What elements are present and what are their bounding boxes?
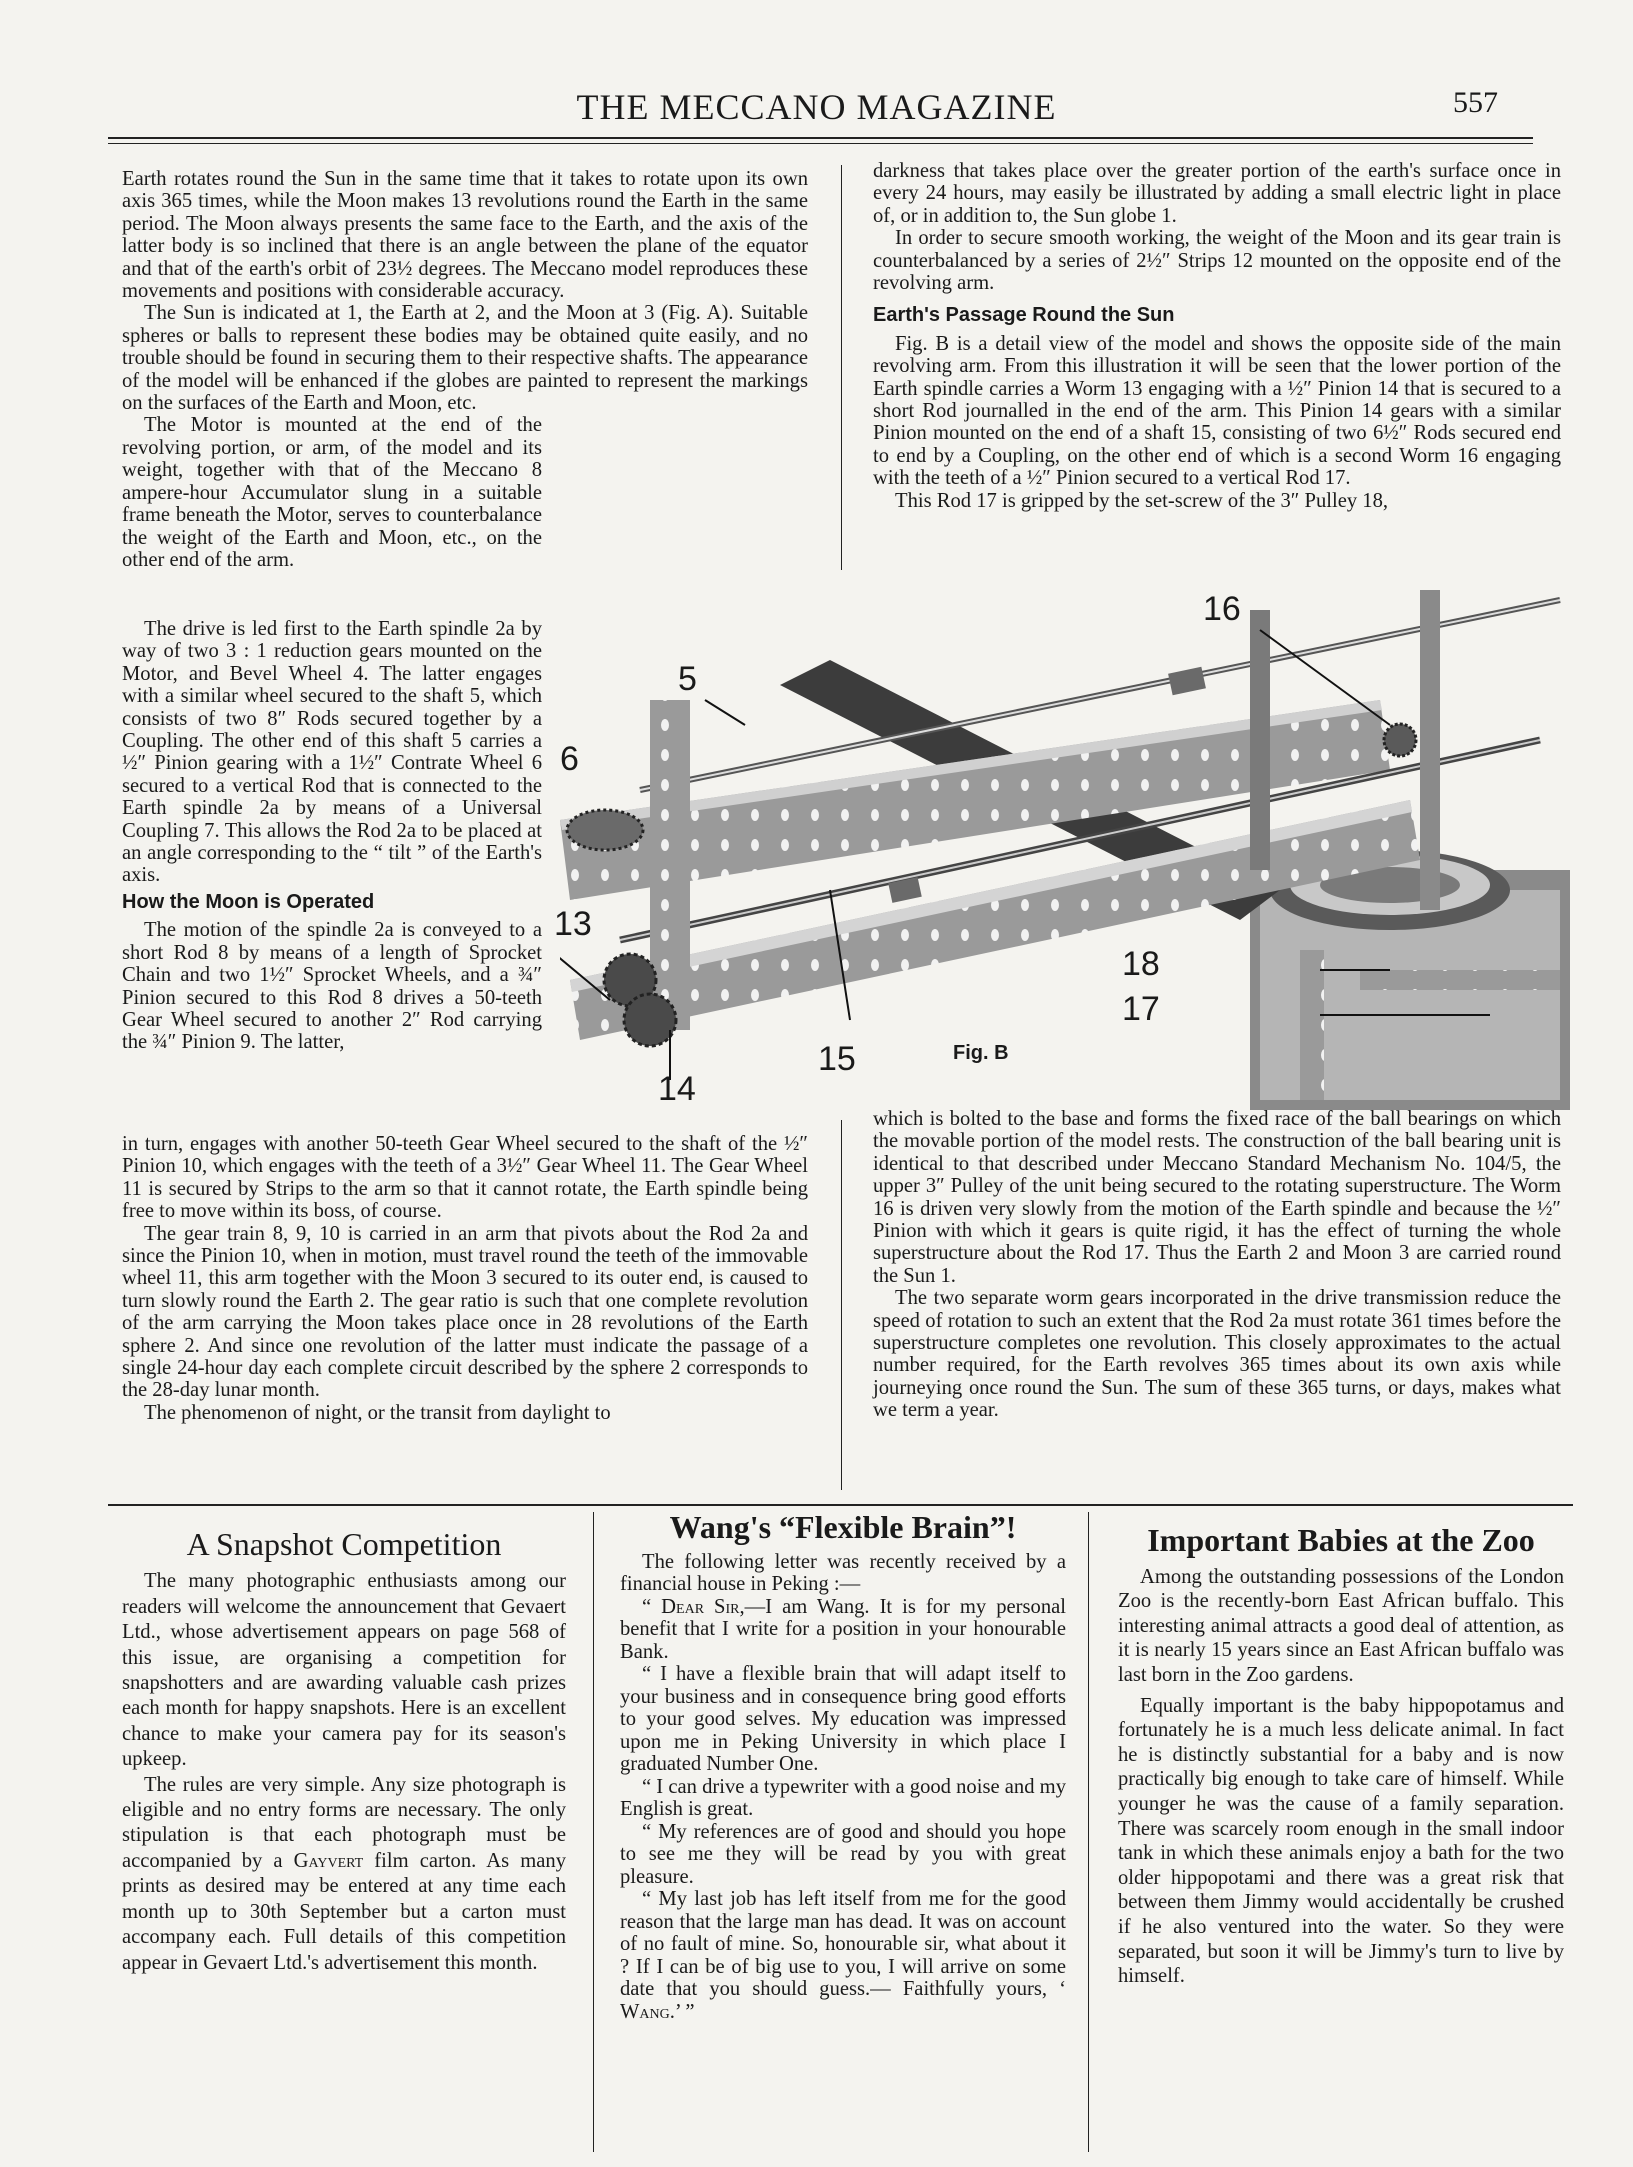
figure-b [554,590,1570,1110]
paragraph: The two separate worm gears incorporated in the drive transmission reduce the speed of rotation to such an extent that the Rod 2a must rotate 361 times before the superstructure completes one revolution. This closely approximates to the actual number required, for the Earth revolves 365 times about its own axis while journeying once round the Sun. The sum of these 365 turns, or days, makes what we term a year. [873,1287,1561,1422]
page-number: 557 [1453,86,1498,119]
text-run: “ My last job has left itself from me for the good reason that the large man has dead. It was on account of no fault of mine. So, honourable sir, what about it ? If I can be of big use to you, I will arrive on some date that you should guess.— Faithfully yours, ‘ [620,1888,1066,2000]
zoo-title: Important Babies at the Zoo [1147,1522,1535,1558]
paragraph: which is bolted to the base and forms the fixed race of the ball bearings on which the movable portion of the model rests. The construction of the ball bearing unit is identical to that described under Meccano Standard Mechanism No. 104/5, the upper 3″ Pulley of the unit being secured to the rotating superstructure. The Worm 16 is driven very slowly from the motion of the Earth spindle and because the ½″ Pinion with which it gears is quite rigid, it has the effect of turning the whole superstructure about the Rod 17. Thus the Earth 2 and Moon 3 are carried round the Sun 1. [873,1108,1561,1287]
paragraph: This Rod 17 is gripped by the set-screw of the 3″ Pulley 18, [895,489,1389,512]
column-rule-upper [841,165,842,570]
section-heading-moon: How the Moon is Operated [122,890,375,913]
text-run: film carton. As many prints as desired may be entered at any time each month up to 30th September but a carton must accompany each. Full details of this competition appear in Gevaert Ltd.'s advertisement this month. [122,1849,566,1974]
text-run: ’ ” [674,2000,695,2023]
section-heading-earth: Earth's Passage Round the Sun [873,304,1175,327]
paragraph: “ My references are of good and should you hope to see me they will be read by you with great pleasure. [620,1820,1066,1888]
meccano-mechanism-illustration [560,590,1570,1110]
left-column-narrow [122,618,542,1054]
header-rule-top [108,137,1533,139]
paragraph: “ I have a flexible brain that will adapt itself to your business and in consequence bring good efforts to your good selves. My education was impressed upon me in Peking University in which place I graduated Number One. [620,1663,1066,1775]
paragraph: The following letter was recently received by a financial house in Peking :— [620,1550,1066,1595]
paragraph: Equally important is the baby hippopotamus and fortunately he is a much less delicate animal. In fact he is distinctly substantial for a baby and is now practically big enough to take care of himself. While younger he was the cause of a family separation. There was scarcely room enough in the small indoor tank in which these animals enjoy a bath for the two older hippopotami and there was a great risk that between them Jimmy would accidentally be crushed if he also ventured into the water. So they were separated, but soon it will be Jimmy's turn to live by himself. [1118,1694,1564,1988]
paragraph: The many photographic enthusiasts among our readers will welcome the announcement that Gevaert Ltd., whose advertisement appears on page 568 of this issue, are organising a competition for snapshotters and are awarding valuable cash prizes each month for happy snapshots. Here is an excellent chance to make your camera pay for its season's upkeep. [122,1570,566,1771]
paragraph: darkness that takes place over the greater portion of the earth's surface once in every 24 hours, may easily be illustrated by adding a small electric light in place of, or in addition to, the Sun globe 1. [873,160,1561,227]
paragraph: Fig. B is a detail view of the model and shows the opposite side of the main revolving arm. From this illustration it will be seen that the lower portion of the Earth spindle carries a Worm 13 engaging with a ½″ Pinion 14 that is secured to a short Rod journalled in the end of the arm. This Pinion 14 gears with a similar Pinion mounted on the end of a shaft 15, consisting of two 6½″ Rods secured end to end by a Coupling, on the other end of which is a second Worm 16 engaging with the teeth of a ½″ Pinion secured to a vertical Rod 17. [873,332,1561,490]
salutation: Dear Sir, [661,1595,745,1618]
text-run: The rules are very simple. Any size photograph is eligible and no entry forms are necessary. The only stipulation is that each photograph must be accompanied by a [122,1773,566,1872]
signature: Wang. [620,2000,675,2023]
paragraph: The drive is led first to the Earth spindle 2a by way of two 3 : 1 reduction gears mounted on the Motor, and Bevel Wheel 4. The latter engages with a similar wheel secured to the shaft 5, which consists of two 8″ Rods secured together by a Coupling. The other end of this shaft 5 carries a ½″ Pinion gearing with a 1½″ Contrate Wheel 6 secured to a vertical Rod that is connected to the Earth spindle 2a by means of a Universal Coupling 7. This allows the Rod 2a to be placed at an angle corresponding to the “ tilt ” of the Earth's axis. [122,618,542,887]
paragraph [620,1888,1066,2023]
snapshot-title: A Snapshot Competition [186,1526,502,1562]
label-13: 13 [554,905,592,943]
paragraph: The motion of the spindle 2a is conveyed to a short Rod 8 by means of a length of Sprocket Chain and two 1½″ Sprocket Wheels, and a ¾″ Pinion secured to this Rod 8 drives a 50-teeth Gear Wheel secured to another 2″ Rod carrying the ¾″ Pinion 9. The latter, [122,919,542,1054]
paragraph: The Motor is mounted at the end of the revolving portion, or arm, of the model and its weight, together with that of the Meccano 8 ampere-hour Accumulator slung in a suitable frame beneath the Motor, serves to counterbalance the weight of the Earth and Moon, etc., on the other end of the arm. [122,414,542,571]
paragraph: In order to secure smooth working, the weight of the Moon and its gear train is counterbalanced by a series of 2½″ Strips 12 mounted on the opposite end of the revolving arm. [873,227,1561,295]
brand-name: Gayvert [293,1849,364,1872]
right-column-bottom [873,1108,1561,1422]
right-column-top [873,160,1561,512]
paragraph [122,1773,566,1976]
bottom-rule-1 [593,1512,594,2152]
paragraph: The gear train 8, 9, 10 is carried in an arm that pivots about the Rod 2a and since the Pinion 10, when in motion, must travel round the teeth of the immovable wheel 11, this arm together with the Moon 3 secured to its outer end, is caused to turn slowly round the Earth 2. The gear ratio is such that one complete revolution of the arm carrying the Moon takes place once in 28 revolutions of the Earth sphere 2. And since one revolution of the latter must indicate the passage of a single 24-hour day each complete circuit described by the sphere 2 corresponds to the 28-day lunar month. [122,1222,808,1402]
paragraph: “ I can drive a typewriter with a good noise and my English is great. [620,1775,1066,1820]
paragraph: The Sun is indicated at 1, the Earth at 2, and the Moon at 3 (Fig. A). Suitable spheres or balls to represent these bodies may be obtained quite easily, and no trouble should be found in securing them to their respective shafts. The appearance of the model will be enhanced if the globes are painted to represent the markings on the surfaces of the Earth and Moon, etc. [122,302,808,415]
header-rule-bottom [108,143,1533,144]
label-16: 16 [1203,590,1241,628]
label-14: 14 [658,1070,696,1108]
label-15: 15 [818,1040,856,1078]
paragraph: “ Dear Sir,—I am Wang. It is for my personal benefit that I write for a position in your honourable Bank. [620,1595,1067,1663]
magazine-title: THE MECCANO MAGAZINE [576,87,1057,127]
left-column-bottom [122,1133,808,1424]
text-run: —I am Wang. It is for my personal benefit that I write for a position in your honourable Bank. [620,1595,1067,1663]
paragraph: The phenomenon of night, or the transit from daylight to [144,1401,611,1424]
label-18: 18 [1122,945,1160,983]
label-6: 6 [560,740,579,778]
column-rule-lower [841,1120,842,1490]
wang-article [620,1509,1067,2023]
paragraph: Among the outstanding possessions of the London Zoo is the recently-born East African buffalo. This interesting animal attracts a good deal of attention, as it is nearly 15 years since an East African buffalo was last born in the Zoo gardens. [1118,1565,1564,1686]
label-17: 17 [1122,990,1160,1028]
figure-caption: Fig. B [953,1042,1009,1064]
section-divider [108,1504,1573,1506]
bottom-rule-2 [1088,1512,1089,2152]
zoo-article [1118,1522,1564,1989]
paragraph: in turn, engages with another 50-teeth Gear Wheel secured to the shaft of the ½″ Pinion 10, which engages with the teeth of a 3½″ Gear Wheel 11. The Gear Wheel 11 is secured by Strips to the arm so that it cannot rotate, the Earth spindle being free to move within its boss, of course. [122,1133,808,1223]
snapshot-article [122,1526,566,1976]
label-5: 5 [678,660,697,698]
left-column-top [122,168,808,571]
wang-title: Wang's “Flexible Brain”! [669,1509,1017,1545]
paragraph: Earth rotates round the Sun in the same time that it takes to rotate upon its own axis 365 times, while the Moon makes 13 revolutions round the Earth in the same period. The Moon always presents the same face to the Earth, and the axis of the latter body is so inclined that there is an angle between the plane of the equator and that of the earth's orbit of 23½ degrees. The Meccano model reproduces these movements and positions with considerable accuracy. [122,168,808,303]
